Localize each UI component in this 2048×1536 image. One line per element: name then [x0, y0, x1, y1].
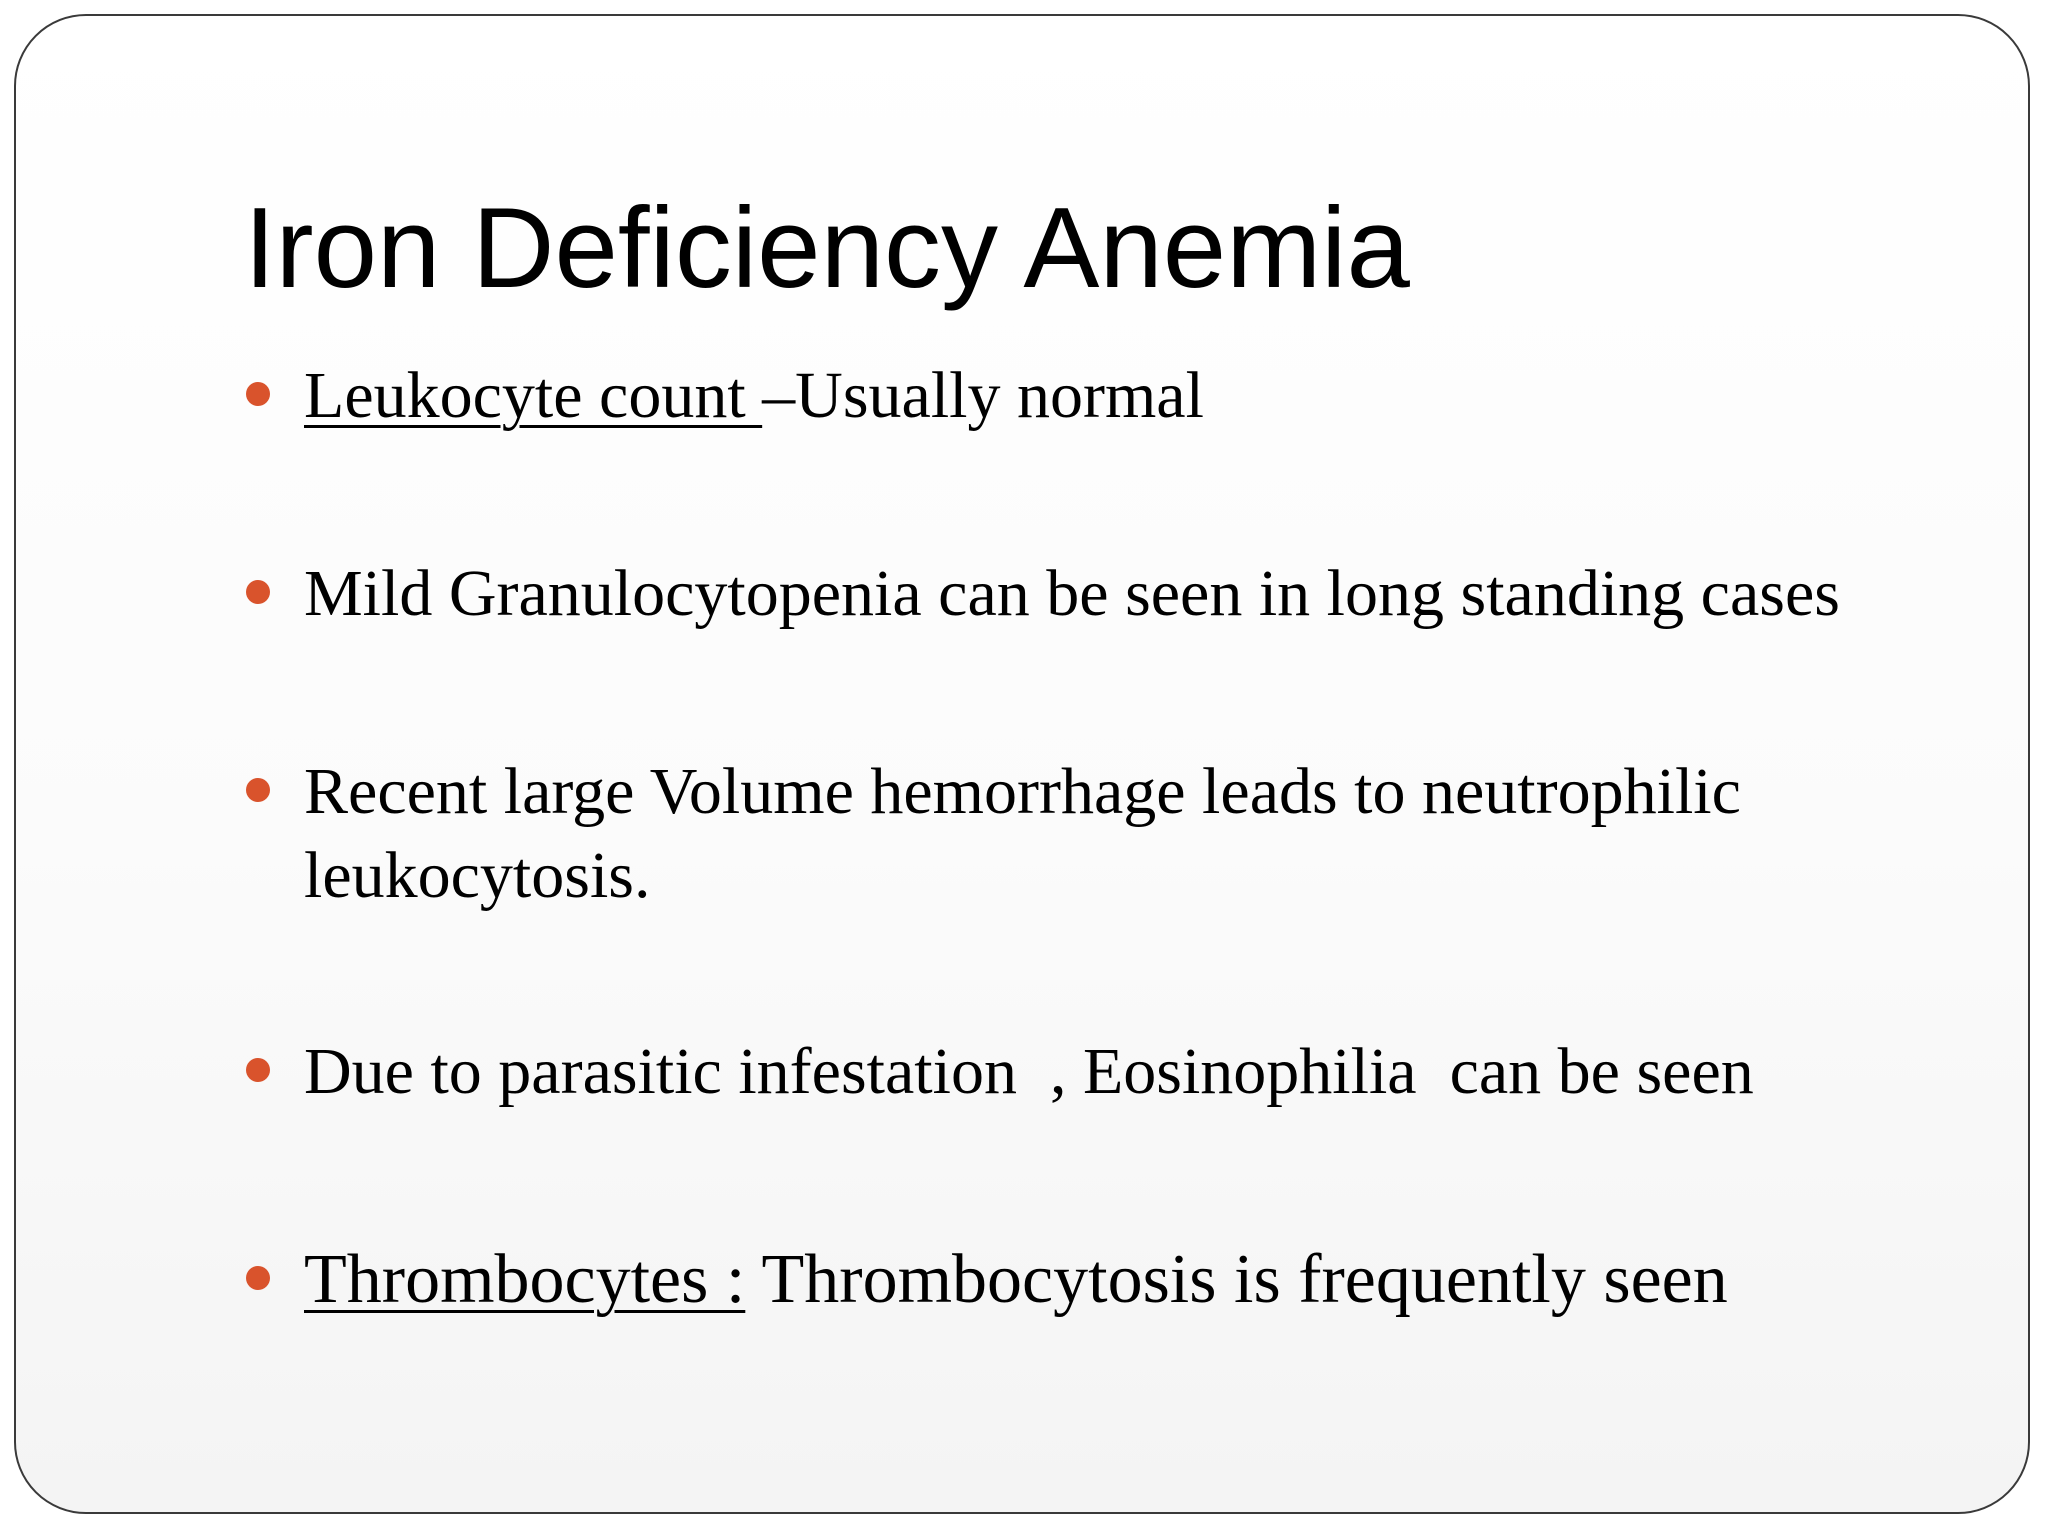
bullet-dot-icon [246, 778, 270, 802]
bullet-item-granulocytopenia [246, 552, 1946, 636]
bullet-item-hemorrhage [246, 750, 1806, 918]
bullet-dot-icon [246, 382, 270, 406]
bullet-text: Due to parasitic infestation , Eosinophilia can be seen [304, 1035, 1754, 1108]
bullet-text [304, 1238, 1946, 1322]
bullet-text: Mild Granulocytopenia can be seen in long standing cases [304, 557, 1840, 630]
slide-title: Iron Deficiency Anemia [244, 185, 1410, 312]
bullet-body: Thrombocytosis is frequently seen [745, 1241, 1728, 1318]
bullet-item-eosinophilia [246, 1030, 1946, 1114]
bullet-dot-icon [246, 580, 270, 604]
bullet-dot-icon [246, 1266, 270, 1290]
bullet-body: –Usually normal [762, 359, 1204, 432]
bullet-text: Recent large Volume hemorrhage leads to neutrophilic leukocytosis. [304, 755, 1741, 912]
bullet-heading: Thrombocytes : [304, 1241, 746, 1318]
bullet-text [304, 354, 1946, 438]
bullet-item-thrombocytes [246, 1238, 1946, 1322]
bullet-dot-icon [246, 1058, 270, 1082]
bullet-item-leukocyte-count [246, 354, 1946, 438]
bullet-heading: Leukocyte count [304, 359, 763, 432]
slide [14, 14, 2030, 1514]
